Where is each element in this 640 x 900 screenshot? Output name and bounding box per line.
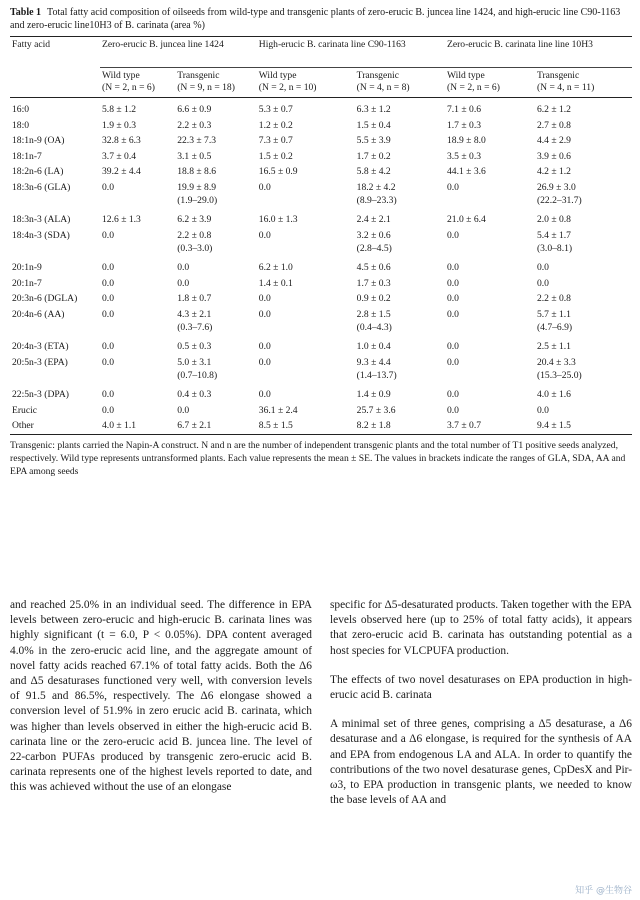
value-cell: 0.0 — [446, 262, 459, 273]
table-row — [10, 180, 632, 196]
fatty-acid-name: Other — [12, 420, 34, 431]
value-cell: 0.0 — [446, 293, 459, 304]
subheader-type: Transgenic — [356, 70, 399, 81]
subheader-n: (N = 4, n = 8) — [356, 82, 410, 93]
range-cell — [445, 243, 535, 260]
table-row — [10, 307, 632, 323]
value-cell: 0.0 — [258, 229, 271, 241]
range-row — [10, 243, 632, 260]
table-body — [10, 98, 632, 435]
value-cell: 12.6 ± 1.3 — [102, 214, 141, 225]
value-cell: 0.0 — [258, 356, 271, 368]
range-cell — [445, 195, 535, 212]
value-cell: 0.0 — [102, 277, 114, 289]
watermark: 知乎 @生物谷 — [575, 886, 632, 896]
subheader-type: Transgenic — [177, 70, 220, 81]
value-cell: 32.8 ± 6.3 — [102, 135, 141, 146]
table-region — [10, 6, 632, 487]
value-cell: 16.0 ± 1.3 — [258, 214, 298, 225]
value-cell: 1.7 ± 0.2 — [356, 150, 391, 162]
range-cell — [257, 322, 355, 339]
range-cell — [100, 195, 175, 212]
range-cell: (2.8–4.5) — [356, 243, 392, 254]
subheader-type: Wild type — [102, 70, 140, 81]
value-cell: 22.3 ± 7.3 — [177, 135, 217, 146]
value-cell: 26.9 ± 3.0 — [536, 181, 576, 193]
subheader-n: (N = 2, n = 6) — [102, 82, 155, 93]
fatty-acid-name: 18:1n-7 — [12, 150, 42, 162]
table-row — [10, 339, 632, 355]
range-row — [10, 370, 632, 387]
value-cell: 1.7 ± 0.3 — [446, 119, 482, 131]
subheader-n: (N = 2, n = 10) — [258, 82, 317, 93]
value-cell: 0.0 — [536, 262, 549, 273]
value-cell: 0.0 — [446, 356, 459, 368]
table-row — [10, 387, 632, 403]
value-cell: 4.2 ± 1.2 — [536, 166, 571, 177]
range-cell — [257, 195, 355, 212]
table-row — [10, 133, 632, 149]
value-cell: 0.0 — [102, 262, 114, 273]
value-cell: 4.5 ± 0.6 — [356, 262, 391, 273]
fatty-acid-name: 18:0 — [12, 119, 30, 131]
range-cell: (22.2–31.7) — [536, 195, 582, 206]
fatty-acid-name: 22:5n-3 (DPA) — [12, 389, 69, 400]
value-cell: 0.0 — [177, 262, 190, 273]
subheader-cell — [445, 68, 535, 98]
range-cell: (3.0–8.1) — [536, 243, 573, 254]
table-row — [10, 276, 632, 292]
value-cell: 16.5 ± 0.9 — [258, 166, 298, 177]
table-row — [10, 403, 632, 419]
value-cell: 0.0 — [102, 293, 114, 304]
value-cell: 2.7 ± 0.8 — [536, 119, 571, 131]
table-row — [10, 212, 632, 228]
value-cell: 6.2 ± 1.0 — [258, 262, 293, 273]
fatty-acid-name: 20:1n-7 — [12, 277, 42, 289]
range-cell: (0.4–4.3) — [356, 322, 392, 333]
value-cell: 9.4 ± 1.5 — [536, 420, 571, 431]
value-cell: 5.8 ± 1.2 — [102, 104, 137, 115]
value-cell: 0.0 — [102, 389, 114, 400]
value-cell: 4.4 ± 2.9 — [536, 135, 571, 146]
range-cell: (1.9–29.0) — [177, 195, 218, 206]
body-text — [10, 598, 632, 808]
value-cell: 0.0 — [102, 341, 114, 352]
subheader-n: (N = 4, n = 11) — [536, 82, 595, 93]
fatty-acid-name: 20:3n-6 (DGLA) — [12, 293, 78, 304]
value-cell: 6.2 ± 3.9 — [177, 214, 212, 225]
value-cell: 0.0 — [446, 181, 459, 193]
value-cell: 0.0 — [446, 389, 459, 400]
value-cell: 0.0 — [258, 293, 271, 304]
value-cell: 8.5 ± 1.5 — [258, 420, 293, 431]
fatty-acid-name: 18:2n-6 (LA) — [12, 166, 64, 177]
value-cell: 25.7 ± 3.6 — [356, 404, 396, 416]
value-cell: 1.4 ± 0.9 — [356, 389, 391, 400]
value-cell: 0.0 — [536, 404, 549, 416]
value-cell: 0.0 — [102, 404, 114, 416]
value-cell: 5.7 ± 1.1 — [536, 308, 571, 320]
value-cell: 1.8 ± 0.7 — [177, 293, 212, 304]
value-cell: 39.2 ± 4.4 — [102, 166, 141, 177]
value-cell: 0.0 — [102, 229, 114, 241]
value-cell: 2.4 ± 2.1 — [356, 214, 391, 225]
value-cell: 4.0 ± 1.1 — [102, 420, 137, 431]
fatty-acid-name: 18:3n-3 (ALA) — [12, 214, 71, 225]
range-cell: (15.3–25.0) — [536, 370, 582, 381]
value-cell: 3.2 ± 0.6 — [356, 229, 391, 241]
table-row — [10, 149, 632, 165]
value-cell: 18.2 ± 4.2 — [356, 181, 396, 193]
header-fatty-acid: Fatty acid — [12, 39, 51, 50]
range-cell — [100, 322, 175, 339]
value-cell: 1.7 ± 0.3 — [356, 277, 391, 289]
value-cell: 0.0 — [177, 404, 190, 416]
subheader-cell — [257, 68, 355, 98]
value-cell: 5.8 ± 4.2 — [356, 166, 391, 177]
subheader-cell — [100, 68, 175, 98]
value-cell: 0.0 — [177, 277, 190, 289]
value-cell: 0.0 — [258, 181, 271, 193]
range-row — [10, 322, 632, 339]
value-cell: 1.5 ± 0.4 — [356, 119, 391, 131]
fatty-acid-name: 20:1n-9 — [12, 262, 42, 273]
subheader-cell — [175, 68, 257, 98]
range-row — [10, 195, 632, 212]
table-row — [10, 355, 632, 371]
range-cell — [257, 370, 355, 387]
table-caption — [10, 6, 632, 32]
fatty-acid-name: 20:4n-3 (ETA) — [12, 341, 69, 352]
value-cell: 2.2 ± 0.3 — [177, 119, 212, 131]
header-group-2: High-erucic B. carinata line C90-1163 — [257, 37, 445, 68]
table-row — [10, 260, 632, 276]
value-cell: 4.0 ± 1.6 — [536, 389, 571, 400]
subheader-type: Transgenic — [536, 70, 580, 81]
value-cell: 1.5 ± 0.2 — [258, 150, 293, 162]
range-cell: (0.3–3.0) — [177, 243, 213, 254]
range-cell: (8.9–23.3) — [356, 195, 397, 206]
value-cell: 44.1 ± 3.6 — [446, 166, 486, 177]
range-cell — [100, 370, 175, 387]
value-cell: 0.0 — [536, 277, 549, 289]
range-cell — [445, 322, 535, 339]
value-cell: 6.2 ± 1.2 — [536, 104, 571, 115]
range-cell: (4.7–6.9) — [536, 322, 573, 333]
value-cell: 5.0 ± 3.1 — [177, 356, 212, 368]
header-group-3: Zero-erucic B. carinata line line 10H3 — [445, 37, 632, 68]
subheader-n: (N = 9, n = 18) — [177, 82, 235, 93]
subheader-cell — [535, 68, 632, 98]
range-cell: (1.4–13.7) — [356, 370, 397, 381]
right-column — [330, 598, 632, 808]
value-cell: 3.1 ± 0.5 — [177, 150, 212, 162]
table-row — [10, 291, 632, 307]
value-cell: 1.4 ± 0.1 — [258, 277, 293, 289]
value-cell: 2.0 ± 0.8 — [536, 214, 571, 225]
fatty-acid-name: Erucic — [12, 404, 38, 416]
value-cell: 0.0 — [102, 181, 114, 193]
table-row — [10, 98, 632, 118]
value-cell: 21.0 ± 6.4 — [446, 214, 486, 225]
value-cell: 9.3 ± 4.4 — [356, 356, 391, 368]
value-cell: 3.9 ± 0.6 — [536, 150, 571, 162]
fatty-acid-name: 20:4n-6 (AA) — [12, 308, 65, 320]
value-cell: 5.5 ± 3.9 — [356, 135, 391, 146]
table-label: Table 1 — [10, 7, 42, 18]
subheader-n: (N = 2, n = 6) — [446, 82, 500, 93]
value-cell: 0.0 — [446, 341, 459, 352]
value-cell: 1.0 ± 0.4 — [356, 341, 391, 352]
value-cell: 8.2 ± 1.8 — [356, 420, 391, 431]
value-cell: 18.9 ± 8.0 — [446, 135, 486, 146]
table-row — [10, 118, 632, 134]
subheader-cell — [355, 68, 445, 98]
fatty-acid-name: 16:0 — [12, 104, 30, 115]
value-cell: 0.5 ± 0.3 — [177, 341, 212, 352]
value-cell: 0.4 ± 0.3 — [177, 389, 212, 400]
value-cell: 5.4 ± 1.7 — [536, 229, 571, 241]
left-paragraph: and reached 25.0% in an individual seed. The difference in EPA levels between zero-erucic and high-erucic B. carinata lines was highly significant (t = 6.0, P < 0.05%). DPA content averaged 4.0% in the zero-erucic acid line, and the aggregate amount of novel fatty acids reached 67.1% of total fatty acids. Both the Δ6 and Δ5 desaturases functioned very well, with conversion levels of 91.5 and 86.5%, respectively. The Δ6 elongase showed a conversion level of 51.9% in zero erucic acid B. carinata, which was higher than levels observed in either the high-erucic acid B. carinata line or the zero-erucic acid B. juncea line. The level of 22-carbon PUFAs produced by transgenic zero-erucic acid B. carinata represents one of the highest levels reported to date, and this was achieved without the use of an elongase — [10, 599, 312, 794]
fatty-acid-name: 20:5n-3 (EPA) — [12, 356, 68, 368]
fatty-acid-name: 18:3n-6 (GLA) — [12, 181, 71, 193]
value-cell: 2.2 ± 0.8 — [177, 229, 212, 241]
right-paragraph-2: A minimal set of three genes, comprising a Δ5 desaturase, a Δ6 desaturase and a Δ6 elongase, is required for the synthesis of AA and EPA from endogenous LA and ALA. In order to quantify the contributions of the two novel desaturase genes, CpDesX and Pir-ω3, to EPA production in transgenic plants, we needed to know the base levels of AA and — [330, 718, 632, 807]
value-cell: 3.7 ± 0.7 — [446, 420, 482, 431]
value-cell: 1.2 ± 0.2 — [258, 119, 293, 131]
fatty-acid-name: 18:4n-3 (SDA) — [12, 229, 70, 241]
table-row — [10, 228, 632, 244]
value-cell: 0.0 — [258, 389, 271, 400]
right-paragraph-1: specific for Δ5-desaturated products. Taken together with the EPA levels observed here (up to 25% of total fatty acids), it appears that zero-erucic acid B. carinata has outstanding potential as a host species for VLCPUFA production. — [330, 599, 632, 657]
table-caption-text: Total fatty acid composition of oilseeds from wild-type and transgenic plants of zero-erucic B. juncea line 1424, and high-erucic line C90-1163 and zero-erucic line10H3 of B. carinata (area %) — [10, 7, 621, 31]
value-cell: 7.3 ± 0.7 — [258, 135, 293, 146]
table-row — [10, 418, 632, 434]
value-cell: 6.7 ± 2.1 — [177, 420, 212, 431]
value-cell: 0.0 — [446, 308, 459, 320]
value-cell: 0.0 — [258, 308, 271, 320]
range-cell — [100, 243, 175, 260]
value-cell: 0.0 — [102, 356, 114, 368]
subheader-type: Wild type — [446, 70, 485, 81]
value-cell: 18.8 ± 8.6 — [177, 166, 217, 177]
value-cell: 36.1 ± 2.4 — [258, 404, 298, 416]
value-cell: 19.9 ± 8.9 — [177, 181, 217, 193]
value-cell: 0.0 — [446, 229, 459, 241]
range-cell: (0.7–10.8) — [177, 370, 218, 381]
value-cell: 0.0 — [258, 341, 271, 352]
value-cell: 2.5 ± 1.1 — [536, 341, 571, 352]
range-cell — [257, 243, 355, 260]
value-cell: 3.7 ± 0.4 — [102, 150, 137, 162]
range-cell: (0.3–7.6) — [177, 322, 213, 333]
value-cell: 0.9 ± 0.2 — [356, 293, 391, 304]
fatty-acid-name: 18:1n-9 (OA) — [12, 135, 65, 146]
table-row — [10, 164, 632, 180]
value-cell: 0.0 — [102, 308, 114, 320]
section-heading: The effects of two novel desaturases on EPA production in high-erucic acid B. carinata — [330, 673, 632, 702]
value-cell: 5.3 ± 0.7 — [258, 104, 293, 115]
header-group-1: Zero-erucic B. juncea line 1424 — [100, 37, 257, 68]
value-cell: 0.0 — [446, 277, 459, 289]
value-cell: 2.8 ± 1.5 — [356, 308, 391, 320]
value-cell: 1.9 ± 0.3 — [102, 119, 137, 131]
left-column — [10, 598, 312, 808]
range-cell — [445, 370, 535, 387]
value-cell: 20.4 ± 3.3 — [536, 356, 576, 368]
table-footnote: Transgenic: plants carried the Napin-A construct. N and n are the number of independent transgenic plants and the total number of T1 positive seeds analyzed, respectively. Wild type represents untransformed plants. Each value represents the mean ± SE. The values in brackets indicate the ranges of GLA, SDA, AA and EPA among seeds — [10, 439, 626, 477]
fatty-acid-table — [10, 36, 632, 435]
subheader-type: Wild type — [258, 70, 297, 81]
value-cell: 4.3 ± 2.1 — [177, 308, 212, 320]
value-cell: 3.5 ± 0.3 — [446, 150, 482, 162]
value-cell: 0.0 — [446, 404, 459, 416]
value-cell: 7.1 ± 0.6 — [446, 104, 482, 115]
value-cell: 2.2 ± 0.8 — [536, 293, 571, 304]
value-cell: 6.6 ± 0.9 — [177, 104, 212, 115]
value-cell: 6.3 ± 1.2 — [356, 104, 391, 115]
